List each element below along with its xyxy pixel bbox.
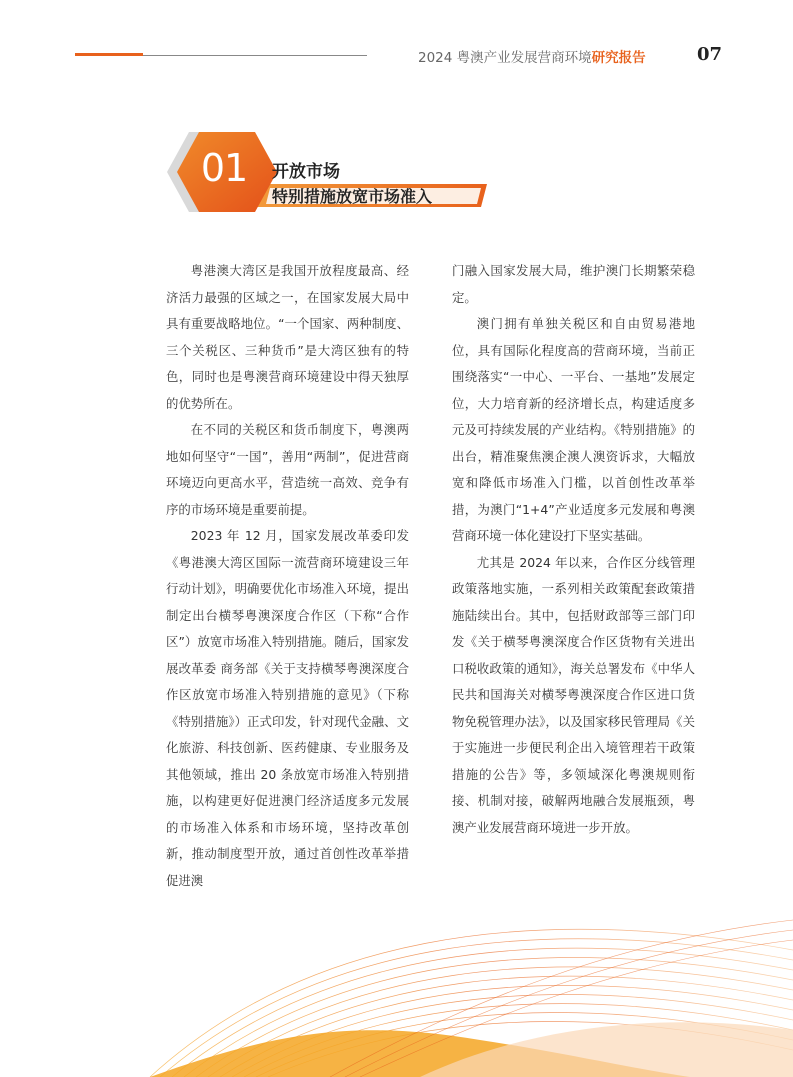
paragraph: 粤港澳大湾区是我国开放程度最高、经济活力最强的区域之一，在国家发展大局中具有重要战略地位。“一个国家、两种制度、三个关税区、三种货币”是大湾区独有的特色，同时也是粤澳营商环境建设中得天独厚的优势所在。 <box>166 263 409 411</box>
page-number: 07 <box>697 44 723 65</box>
section-title: 开放市场 <box>272 162 340 182</box>
paragraph: 尤其是 2024 年以来，合作区分线管理政策落地实施，一系列相关政策配套政策措施陆续出台。其中，包括财政部等三部门印发《关于横琴粤澳深度合作区货物有关进出口税收政策的通知》，海关总署发布《中华人民共和国海关对横琴粤澳深度合作区进口货物免税管理办法》，以及国家移民管理局《关于实施进一步便民利企出入境管理若干政策措施的公告》等，多领域深化粤澳规则衔接、机制对接，破解两地融合发展瓶颈，粤澳产业发展营商环境进一步开放。 <box>452 554 695 835</box>
header-title-prefix: 2024 粤澳产业发展营商环境 <box>418 50 592 66</box>
paragraph-continuation: 门融入国家发展大局，维护澳门长期繁荣稳定。 <box>452 263 695 305</box>
text-column-right <box>452 258 695 841</box>
header-accent-bar <box>75 53 143 56</box>
decorative-waves <box>0 880 793 1077</box>
paragraph: 在不同的关税区和货币制度下，粤澳两地如何坚守“一国”，善用“两制”，促进营商环境迈向更高水平，营造统一高效、竞争有序的市场环境是重要前提。 <box>166 422 409 517</box>
section-number: 01 <box>200 146 248 190</box>
header-title-highlight: 研究报告 <box>591 50 646 66</box>
paragraph: 2023 年 12 月，国家发展改革委印发《粤港澳大湾区国际一流营商环境建设三年行动计划》，明确要优化市场准入环境，提出制定出台横琴粤澳深度合作区（下称“合作区”）放宽市场准入特别措施。随后，国家发展改革委 商务部《关于支持横琴粤澳深度合作区放宽市场准入特别措施的意见》（下称《特别措施》）正式印发，针对现代金融、文化旅游、科技创新、医药健康、专业服务及其他领域，推出 20 条放宽市场准入特别措施，以构建更好促进澳门经济适度多元发展的市场准入体系和市场环境，坚持改革创新，推动制度型开放，通过首创性改革举措促进澳 <box>166 528 409 888</box>
paragraph: 澳门拥有单独关税区和自由贸易港地位，具有国际化程度高的营商环境，当前正围绕落实“一中心、一平台、一基地”发展定位，大力培育新的经济增长点，构建适度多元及可持续发展的产业结构。《特别措施》的出台，精准聚焦澳企澳人澳资诉求，大幅放宽和降低市场准入门槛，以首创性改革举措，为澳门“1+4”产业适度多元发展和粤澳营商环境一体化建设打下坚实基础。 <box>452 316 695 543</box>
text-column-left <box>166 258 409 894</box>
header-title <box>418 46 646 66</box>
section-subtitle: 特别措施放宽市场准入 <box>272 187 433 206</box>
